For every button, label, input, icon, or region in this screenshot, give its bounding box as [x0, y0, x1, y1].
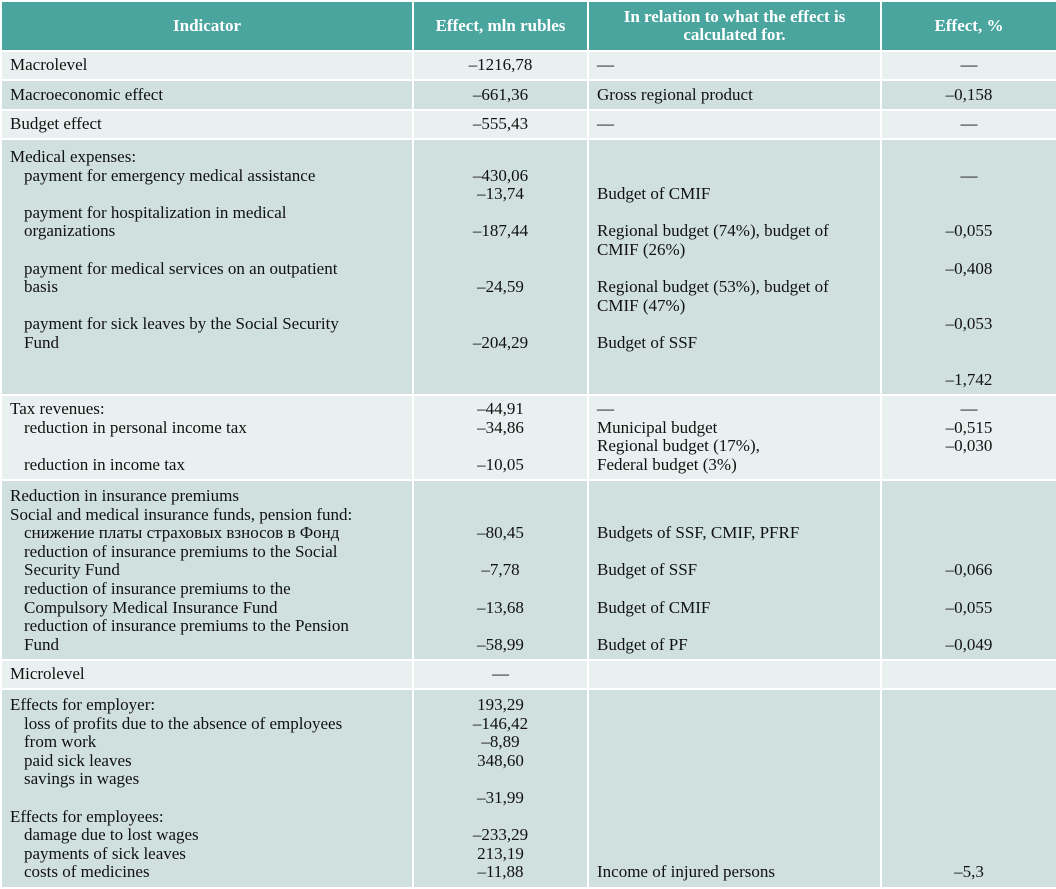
- indicator-cell: [1, 689, 413, 888]
- cell-line: Budget of PF: [597, 634, 688, 654]
- cell-line: –430,06: [472, 165, 529, 185]
- header-effect-mln-rubles: Effect, mln rubles: [413, 1, 588, 51]
- cell-line: –11,88: [477, 862, 524, 882]
- cell-line: [890, 715, 1048, 734]
- cell-line: Budget of SSF: [597, 560, 698, 580]
- cell-line: –13,74: [477, 184, 524, 204]
- indicator-cell: [1, 660, 413, 689]
- cell-line: —: [960, 114, 978, 134]
- cell-line: reduction of insurance premiums to the Social: [24, 541, 338, 561]
- relation-cell: [588, 480, 881, 660]
- cell-line: –1216,78: [468, 55, 533, 75]
- relation-cell: [588, 139, 881, 395]
- cell-line: –0,408: [945, 258, 993, 278]
- cell-line: [422, 543, 579, 562]
- cell-line: Macrolevel: [10, 55, 88, 75]
- cell-line: [422, 315, 579, 334]
- cell-line: savings in wages: [24, 769, 140, 789]
- cell-line: [890, 278, 1048, 297]
- cell-line: CMIF (47%): [597, 295, 686, 315]
- table-row: [1, 139, 1056, 395]
- cell-line: [890, 752, 1048, 771]
- cell-line: –5,3: [954, 862, 984, 882]
- cell-line: Municipal budget: [597, 417, 718, 437]
- cell-line: —: [597, 55, 614, 75]
- cell-line: Compulsory Medical Insurance Fund: [24, 597, 278, 617]
- effect-percent-cell: [881, 110, 1056, 139]
- cell-line: –0,055: [945, 597, 993, 617]
- cell-line: –0,055: [945, 221, 993, 241]
- indicator-cell: [1, 139, 413, 395]
- cell-line: [597, 617, 872, 636]
- indicator-cell: [1, 80, 413, 110]
- cell-line: from work: [24, 732, 97, 752]
- table-row: [1, 110, 1056, 139]
- indicator-cell: [1, 110, 413, 139]
- cell-line: Regional budget (17%),: [597, 436, 760, 456]
- cell-line: [422, 148, 579, 167]
- cell-line: [422, 487, 579, 506]
- cell-line: [422, 297, 579, 316]
- cell-line: basis: [24, 277, 58, 297]
- cell-line: reduction in personal income tax: [24, 417, 247, 437]
- cell-line: –58,99: [477, 634, 524, 654]
- table-row: [1, 660, 1056, 689]
- cell-line: снижение платы страховых взносов в Фонд: [24, 523, 340, 543]
- cell-line: [890, 696, 1048, 715]
- cell-line: Medical expenses:: [10, 147, 137, 166]
- cell-line: Macroeconomic effect: [10, 84, 164, 104]
- cell-line: Tax revenues:: [10, 399, 105, 418]
- cell-line: 193,29: [477, 695, 524, 714]
- cell-line: costs of medicines: [24, 862, 150, 882]
- cell-line: [10, 185, 404, 204]
- cell-line: paid sick leaves: [24, 750, 132, 770]
- cell-line: Income of injured persons: [597, 862, 775, 882]
- cell-line: [597, 696, 872, 715]
- cell-line: [597, 260, 872, 279]
- cell-line: [890, 148, 1048, 167]
- cell-line: [422, 260, 579, 279]
- table-body: [1, 51, 1056, 888]
- cell-line: [597, 845, 872, 864]
- cell-line: —: [960, 165, 978, 185]
- header-effect-percent: Effect, %: [881, 1, 1056, 51]
- relation-cell: [588, 395, 881, 480]
- table-row: [1, 395, 1056, 480]
- cell-line: [890, 506, 1048, 525]
- cell-line: [10, 241, 404, 260]
- cell-line: Budget of CMIF: [597, 597, 711, 617]
- cell-line: [890, 334, 1048, 353]
- cell-line: [890, 543, 1048, 562]
- cell-line: reduction of insurance premiums to the Pension: [24, 616, 349, 636]
- cell-line: Regional budget (74%), budget of: [597, 221, 829, 241]
- cell-line: –0,049: [945, 634, 993, 654]
- cell-line: –80,45: [477, 523, 524, 543]
- cell-line: [890, 185, 1048, 204]
- effect-rubles-cell: [413, 139, 588, 395]
- effect-rubles-cell: [413, 480, 588, 660]
- cell-line: payment for medical services on an outpatient: [24, 258, 338, 278]
- cell-line: –10,05: [477, 454, 524, 474]
- cell-line: [890, 456, 1048, 475]
- table-row: [1, 80, 1056, 110]
- cell-line: [597, 808, 872, 827]
- cell-line: Budgets of SSF, CMIF, PFRF: [597, 523, 800, 543]
- indicator-cell: [1, 51, 413, 80]
- cell-line: –0,066: [945, 560, 993, 580]
- indicator-cell: [1, 480, 413, 660]
- effect-percent-cell: [881, 80, 1056, 110]
- effect-percent-cell: [881, 689, 1056, 888]
- cell-line: [597, 752, 872, 771]
- cell-line: [890, 204, 1048, 223]
- cell-line: [890, 733, 1048, 752]
- cell-line: –34,86: [477, 417, 524, 437]
- effect-rubles-cell: [413, 660, 588, 689]
- cell-line: [890, 353, 1048, 372]
- cell-line: reduction in income tax: [24, 454, 185, 474]
- cell-line: payments of sick leaves: [24, 843, 186, 863]
- cell-line: Gross regional product: [597, 84, 753, 104]
- cell-line: Regional budget (53%), budget of: [597, 277, 829, 297]
- header-indicator: Indicator: [1, 1, 413, 51]
- cell-line: loss of profits due to the absence of employees: [24, 713, 343, 733]
- header-relation: In relation to what the effect is calculated for.: [588, 1, 881, 51]
- effect-percent-cell: [881, 51, 1056, 80]
- cell-line: [597, 167, 872, 186]
- effect-rubles-cell: [413, 80, 588, 110]
- cell-line: Security Fund: [24, 560, 120, 580]
- cell-line: –661,36: [472, 84, 529, 104]
- cell-line: –187,44: [472, 221, 529, 241]
- cell-line: [422, 241, 579, 260]
- cell-line: [422, 204, 579, 223]
- cell-line: CMIF (26%): [597, 239, 686, 259]
- cell-line: —: [960, 399, 978, 418]
- effect-percent-cell: [881, 395, 1056, 480]
- cell-line: [597, 506, 872, 525]
- cell-line: Budget effect: [10, 114, 102, 134]
- cell-line: [422, 506, 579, 525]
- effect-percent-cell: [881, 139, 1056, 395]
- cell-line: [597, 826, 872, 845]
- cell-line: –555,43: [472, 114, 529, 134]
- cell-line: damage due to lost wages: [24, 825, 199, 845]
- cell-line: Fund: [24, 634, 59, 654]
- cell-line: [597, 543, 872, 562]
- cell-line: [597, 715, 872, 734]
- cell-line: [422, 770, 579, 789]
- cell-line: 348,60: [477, 750, 524, 770]
- cell-line: –1,742: [945, 370, 993, 390]
- cell-line: organizations: [24, 221, 116, 241]
- cell-line: [422, 580, 579, 599]
- cell-line: [422, 808, 579, 827]
- relation-cell: [588, 110, 881, 139]
- cell-line: –31,99: [477, 787, 524, 807]
- cell-line: —: [597, 114, 614, 134]
- cell-line: Social and medical insurance funds, pension fund:: [10, 504, 353, 524]
- relation-cell: [588, 51, 881, 80]
- cell-line: payment for emergency medical assistance: [24, 165, 316, 185]
- cell-line: —: [960, 55, 978, 75]
- header-row: [1, 1, 1056, 51]
- relation-cell: [588, 689, 881, 888]
- effect-rubles-cell: [413, 51, 588, 80]
- cell-line: Federal budget (3%): [597, 454, 737, 474]
- cell-line: –0,030: [945, 436, 993, 456]
- cell-line: [890, 524, 1048, 543]
- cell-line: [890, 826, 1048, 845]
- cell-line: [422, 437, 579, 456]
- cell-line: Effects for employees:: [10, 806, 164, 826]
- cell-line: [890, 808, 1048, 827]
- cell-line: [10, 297, 404, 316]
- table-header: [1, 1, 1056, 51]
- cell-line: Budget of CMIF: [597, 184, 711, 204]
- cell-line: Reduction in insurance premiums: [10, 486, 239, 505]
- cell-line: [10, 437, 404, 456]
- cell-line: –0,053: [945, 314, 993, 334]
- cell-line: [597, 204, 872, 223]
- table-row: [1, 689, 1056, 888]
- cell-line: [890, 845, 1048, 864]
- indicator-cell: [1, 395, 413, 480]
- cell-line: payment for hospitalization in medical: [24, 202, 287, 222]
- cell-line: Fund: [24, 332, 59, 352]
- cell-line: –8,89: [481, 732, 520, 752]
- cell-line: payment for sick leaves by the Social Security: [24, 314, 339, 334]
- cell-line: Effects for employer:: [10, 695, 156, 714]
- relation-cell: [588, 660, 881, 689]
- cell-line: –7,78: [481, 560, 520, 580]
- cell-line: [597, 148, 872, 167]
- cell-line: –0,158: [945, 84, 993, 104]
- effect-rubles-cell: [413, 110, 588, 139]
- cell-line: [597, 580, 872, 599]
- effect-rubles-cell: [413, 689, 588, 888]
- cell-line: [597, 315, 872, 334]
- table-row: [1, 51, 1056, 80]
- cell-line: [597, 789, 872, 808]
- relation-cell: [588, 80, 881, 110]
- cell-line: [890, 487, 1048, 506]
- cell-line: Budget of SSF: [597, 332, 698, 352]
- effect-rubles-cell: [413, 395, 588, 480]
- cell-line: [597, 770, 872, 789]
- cell-line: –146,42: [472, 713, 529, 733]
- cell-line: –204,29: [472, 332, 529, 352]
- cell-line: –233,29: [472, 825, 529, 845]
- cell-line: [890, 297, 1048, 316]
- cell-line: [10, 789, 404, 808]
- cell-line: –24,59: [477, 277, 524, 297]
- cell-line: –44,91: [477, 399, 524, 418]
- cell-line: [890, 241, 1048, 260]
- cell-line: [890, 770, 1048, 789]
- effect-percent-cell: [881, 660, 1056, 689]
- cell-line: [890, 580, 1048, 599]
- cell-line: [890, 617, 1048, 636]
- cell-line: —: [492, 664, 509, 684]
- cell-line: 213,19: [477, 843, 524, 863]
- cell-line: [890, 789, 1048, 808]
- cell-line: –0,515: [945, 417, 993, 437]
- cell-line: [422, 617, 579, 636]
- cell-line: [597, 487, 872, 506]
- cell-line: –13,68: [477, 597, 524, 617]
- table-row: [1, 480, 1056, 660]
- effect-percent-cell: [881, 480, 1056, 660]
- cell-line: —: [597, 399, 614, 418]
- cell-line: [597, 733, 872, 752]
- cell-line: Microlevel: [10, 664, 85, 684]
- cell-line: reduction of insurance premiums to the: [24, 578, 291, 598]
